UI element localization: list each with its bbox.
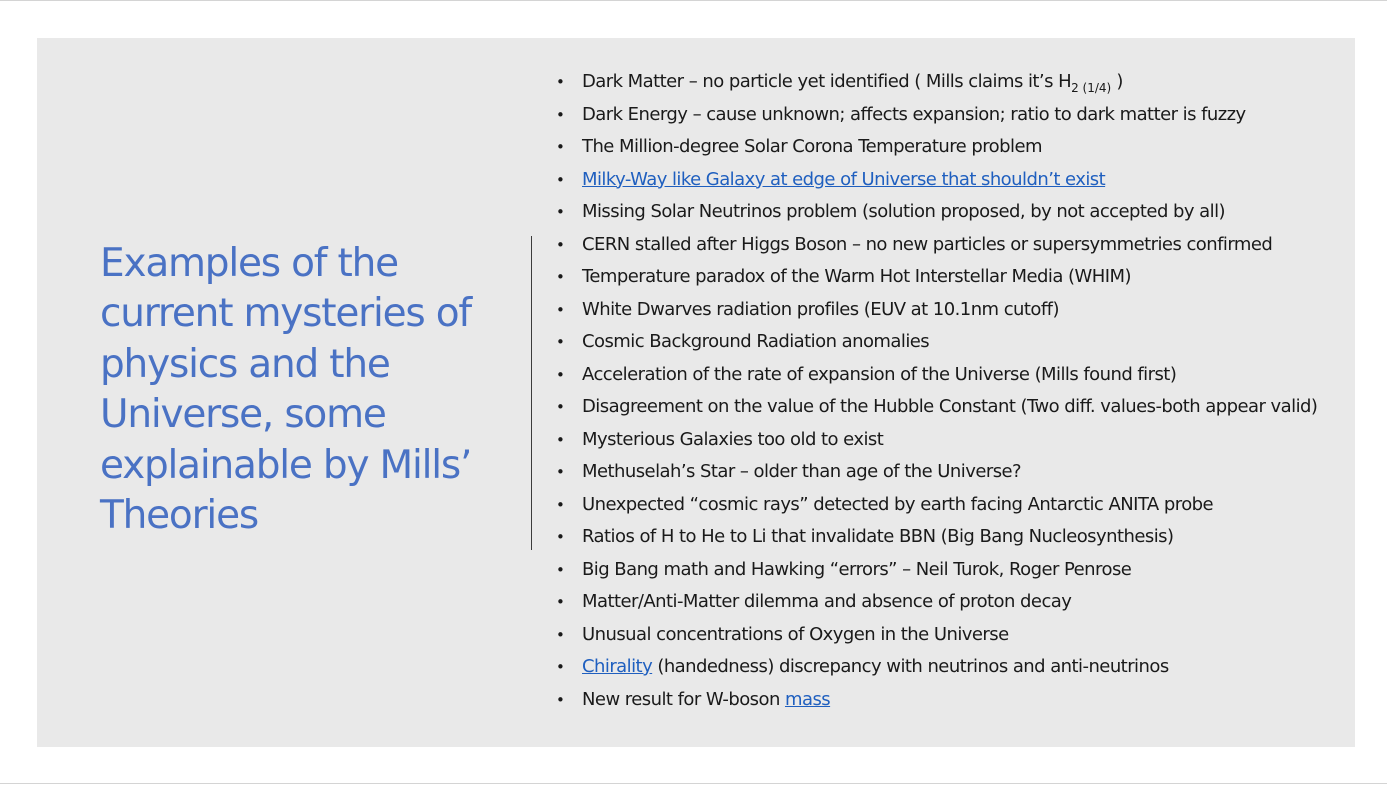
bullet-dot-icon: • [556, 495, 565, 514]
bullet-text: Unexpected “cosmic rays” detected by earth facing Antarctic ANITA probe [582, 493, 1214, 515]
bullet-text: Missing Solar Neutrinos problem (solution proposed, by not accepted by all) [582, 201, 1225, 222]
bullet-text: Disagreement on the value of the Hubble Constant (Two diff. values-both appear valid) [582, 396, 1318, 417]
bullet-dot-icon: • [556, 235, 565, 254]
bullet-text: Dark Energy – cause unknown; affects expansion; ratio to dark matter is fuzzy [582, 103, 1246, 125]
bullet-text: Acceleration of the rate of expansion of the Universe (Mills found first) [582, 363, 1177, 385]
bullet-dot-icon: • [556, 268, 565, 286]
bullet-item-milky-way-galaxy [547, 164, 1355, 197]
top-border [0, 0, 1387, 1]
bullet-dot-icon: • [556, 430, 565, 449]
bullet-dot-icon: • [556, 170, 565, 189]
bullet-text: New result for W-boson [582, 688, 785, 710]
bullet-item-solar-neutrinos [547, 196, 1355, 229]
vertical-divider [531, 236, 532, 550]
bullet-dot-icon: • [556, 333, 565, 351]
bullet-item-big-bang-math [547, 554, 1355, 587]
bullet-text: Big Bang math and Hawking “errors” – Neil Turok, Roger Penrose [582, 558, 1132, 580]
bullet-dot-icon: • [556, 73, 565, 91]
bullet-item-expansion-acceleration [547, 359, 1355, 392]
bullet-item-methuselah-star [547, 456, 1355, 489]
bullet-dot-icon: • [556, 398, 565, 416]
bullet-text: Unusual concentrations of Oxygen in the Universe [582, 623, 1009, 645]
bullet-text: Methuselah’s Star – older than age of the Universe? [582, 461, 1022, 482]
bullet-dot-icon: • [556, 528, 565, 546]
subscript-text: 2 (1/4) [1071, 81, 1112, 95]
bullet-item-white-dwarves [547, 294, 1355, 327]
bullet-item-anita-cosmic-rays [547, 489, 1355, 522]
bullet-dot-icon: • [556, 560, 565, 579]
bullet-text: CERN stalled after Higgs Boson – no new particles or supersymmetries confirmed [582, 233, 1273, 255]
bullet-item-dark-energy [547, 99, 1355, 132]
bullet-item-old-galaxies [547, 424, 1355, 457]
milky-way-galaxy-link[interactable]: Milky-Way like Galaxy at edge of Universe that shouldn’t exist [582, 168, 1106, 190]
bottom-border [0, 783, 1387, 784]
bullet-dot-icon: • [556, 625, 565, 644]
bullet-list [547, 66, 1355, 716]
bullet-text-after: (handedness) discrepancy with neutrinos and anti-neutrinos [652, 656, 1169, 677]
bullet-item-hubble-constant [547, 391, 1355, 424]
slide-title: Examples of the current mysteries of physics and the Universe, some explainable by Mills’ Theories [100, 241, 472, 539]
bullet-item-w-boson [547, 684, 1355, 717]
bullet-dot-icon: • [556, 203, 565, 221]
bullet-item-oxygen [547, 619, 1355, 652]
bullet-text: White Dwarves radiation profiles (EUV at 10.1nm cutoff) [582, 298, 1059, 320]
mass-link[interactable]: mass [784, 688, 831, 710]
bullet-dot-icon: • [556, 658, 565, 676]
slide [37, 38, 1355, 747]
bullet-text: Temperature paradox of the Warm Hot Interstellar Media (WHIM) [582, 266, 1131, 287]
bullet-dot-icon: • [556, 138, 565, 156]
bullet-text: Mysterious Galaxies too old to exist [582, 428, 884, 450]
bullet-item-solar-corona [547, 131, 1355, 164]
bullet-text: Dark Matter – no particle yet identified ( Mills claims it’s H [582, 71, 1072, 92]
bullet-item-matter-antimatter [547, 586, 1355, 619]
bullet-item-whim [547, 261, 1355, 294]
bullet-item-bbn-ratios [547, 521, 1355, 554]
bullet-item-chirality [547, 651, 1355, 684]
bullet-item-cern [547, 229, 1355, 262]
bullet-dot-icon: • [556, 463, 565, 481]
bullet-text: Cosmic Background Radiation anomalies [582, 331, 930, 352]
bullet-text: The Million-degree Solar Corona Temperature problem [582, 136, 1042, 157]
bullet-item-cosmic-background [547, 326, 1355, 359]
bullet-dot-icon: • [556, 593, 565, 611]
bullet-dot-icon: • [556, 365, 565, 384]
bullet-text-after: ) [1111, 71, 1123, 92]
bullet-dot-icon: • [556, 300, 565, 319]
bullet-dot-icon: • [556, 105, 565, 124]
chirality-link[interactable]: Chirality [582, 656, 653, 677]
bullet-item-dark-matter [547, 66, 1355, 99]
bullet-text: Matter/Anti-Matter dilemma and absence of proton decay [582, 591, 1072, 612]
bullet-text: Ratios of H to He to Li that invalidate BBN (Big Bang Nucleosynthesis) [582, 526, 1174, 547]
bullet-dot-icon: • [556, 690, 565, 709]
